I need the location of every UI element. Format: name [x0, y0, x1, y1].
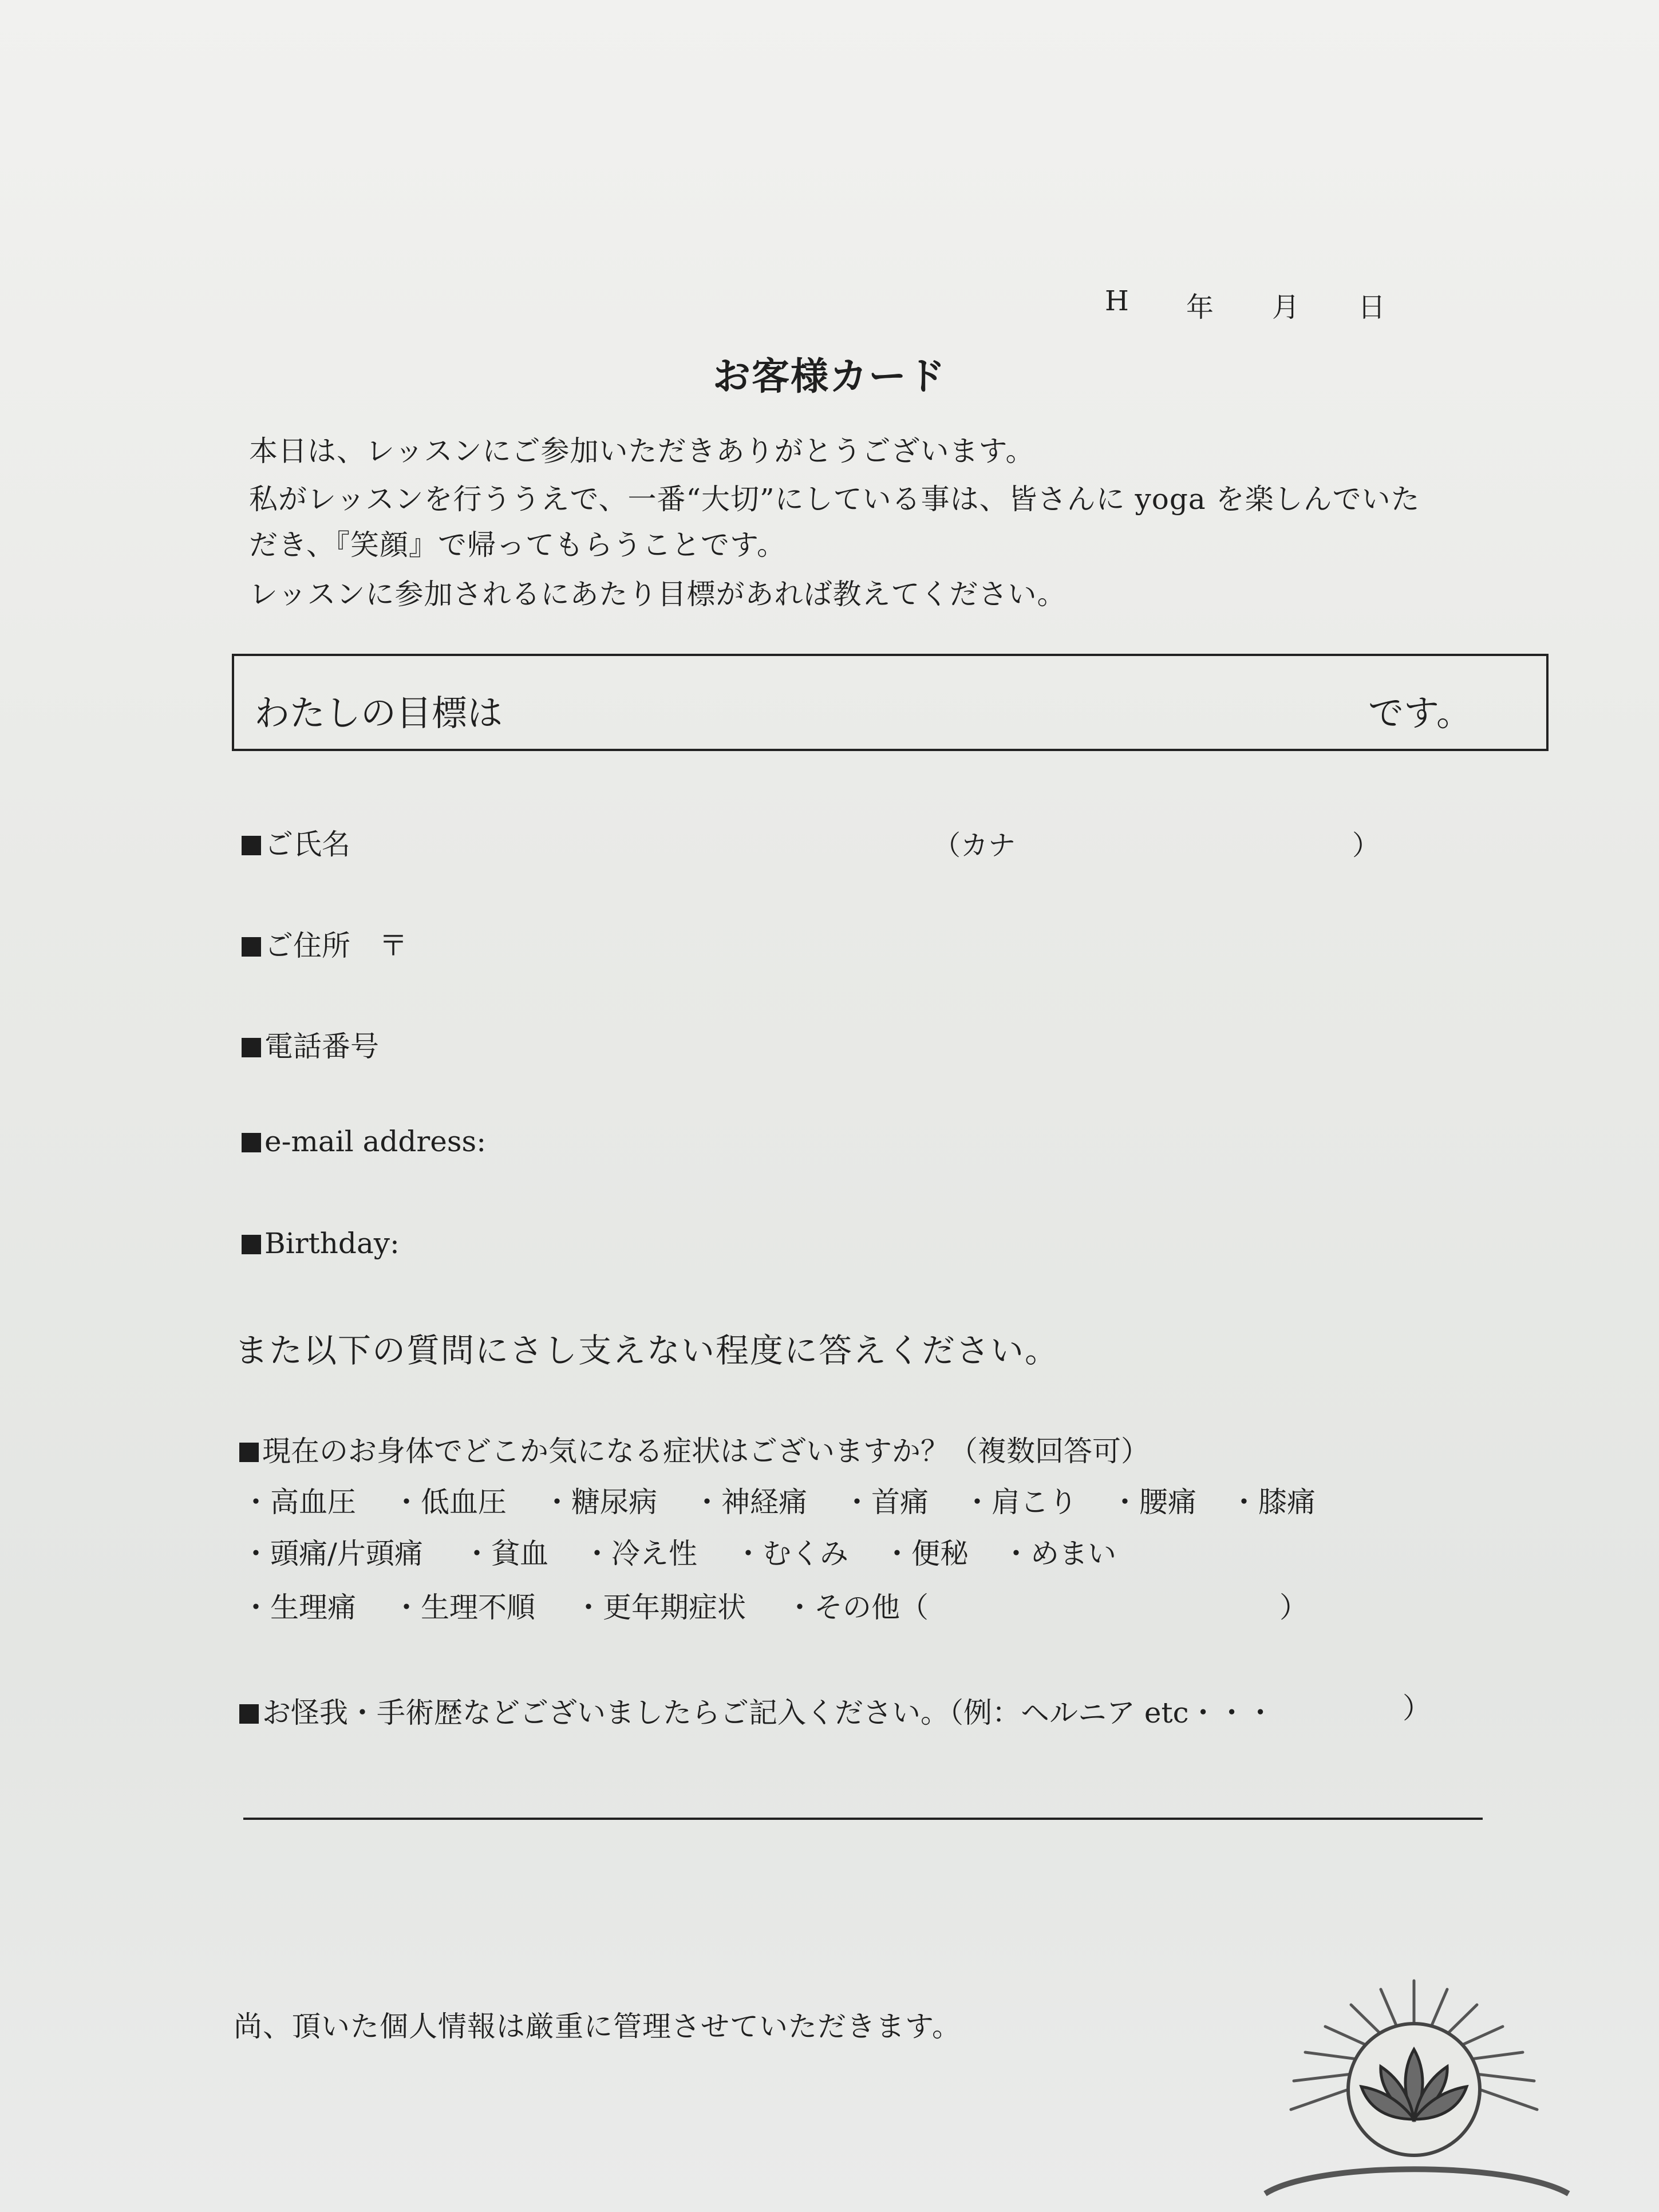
- birthday-label: Birthday:: [264, 1227, 400, 1260]
- intro-line-1: 本日は、レッスンにご参加いただきありがとうございます。: [249, 434, 1035, 468]
- symptoms-question: [239, 1428, 1150, 1470]
- bullet-square: [242, 937, 261, 957]
- symptom-option[interactable]: ・神経痛: [693, 1486, 807, 1519]
- bullet-square: [242, 1235, 261, 1254]
- symptom-option[interactable]: ・便秘: [883, 1537, 969, 1570]
- page-title: お客様カード: [713, 354, 946, 398]
- injury-question-text: お怪我・手術歴などございましたらご記入ください。（例：ヘルニア etc・・・: [262, 1696, 1275, 1729]
- phone-field[interactable]: [242, 1024, 379, 1065]
- bullet-square: [239, 1704, 259, 1724]
- symptom-option[interactable]: ・生理痛: [242, 1591, 356, 1624]
- birthday-field[interactable]: [242, 1227, 400, 1260]
- injury-close-paren: ）: [1403, 1692, 1431, 1725]
- symptom-option[interactable]: ・肩こり: [963, 1486, 1077, 1519]
- symptom-option[interactable]: ・頭痛/片頭痛: [242, 1537, 423, 1570]
- kana-close-paren: ）: [1352, 830, 1380, 862]
- symptom-option[interactable]: ・首痛: [843, 1486, 929, 1519]
- questions-intro: また以下の質問にさし支えない程度に答えください。: [235, 1331, 1060, 1370]
- symptom-option[interactable]: ・糖尿病: [543, 1486, 657, 1519]
- symptom-option[interactable]: ・高血圧: [242, 1486, 356, 1519]
- date-month: 月: [1272, 291, 1300, 323]
- address-field[interactable]: [242, 923, 408, 964]
- goal-prefix: わたしの目標は: [254, 692, 503, 734]
- symptom-option[interactable]: ・低血圧: [392, 1486, 507, 1519]
- bullet-square: [242, 836, 261, 855]
- bullet-square: [242, 1038, 261, 1057]
- address-label: ご住所 〒: [264, 929, 408, 962]
- kana-label: （カナ: [933, 830, 1016, 862]
- date-year: 年: [1186, 291, 1214, 323]
- intro-line-2: 私がレッスンを行ううえで、一番“大切”にしている事は、皆さんに yoga を楽しんでいた: [249, 483, 1420, 516]
- bullet-square: [242, 1133, 261, 1152]
- symptom-option[interactable]: ・むくみ: [734, 1537, 848, 1570]
- symptom-option[interactable]: ・更年期症状: [574, 1591, 746, 1624]
- injury-answer-line[interactable]: [243, 1818, 1483, 1820]
- email-label: e-mail address:: [264, 1125, 487, 1158]
- symptoms-question-text: 現在のお身体でどこか気になる症状はございますか？（複数回答可）: [262, 1435, 1150, 1468]
- symptom-option[interactable]: ・膝痛: [1230, 1486, 1316, 1519]
- intro-line-3: だき、『笑顔』で帰ってもらうことです。: [249, 528, 786, 562]
- other-close-paren: ）: [1279, 1591, 1308, 1624]
- date-heisei: H: [1105, 285, 1129, 317]
- symptom-option[interactable]: ・貧血: [463, 1537, 548, 1570]
- email-field[interactable]: [242, 1125, 486, 1158]
- name-field[interactable]: [242, 821, 350, 863]
- date-day: 日: [1358, 291, 1386, 323]
- goal-suffix: です。: [1368, 692, 1472, 734]
- injury-question: [239, 1690, 1275, 1731]
- bullet-square: [239, 1443, 259, 1462]
- intro-line-4: レッスンに参加されるにあたり目標があれば教えてください。: [249, 578, 1066, 611]
- goal-box[interactable]: [232, 654, 1549, 751]
- symptom-option-other[interactable]: ・その他（: [785, 1591, 929, 1624]
- phone-label: 電話番号: [264, 1030, 379, 1063]
- symptom-option[interactable]: ・腰痛: [1111, 1486, 1196, 1519]
- symptom-option[interactable]: ・冷え性: [583, 1537, 697, 1570]
- lotus-sun-logo-icon: [1231, 1969, 1597, 2198]
- privacy-notice: 尚、頂いた個人情報は厳重に管理させていただきます。: [234, 2010, 961, 2043]
- name-label: ご氏名: [264, 828, 350, 861]
- symptom-option[interactable]: ・めまい: [1002, 1537, 1116, 1570]
- symptom-option[interactable]: ・生理不順: [392, 1591, 535, 1624]
